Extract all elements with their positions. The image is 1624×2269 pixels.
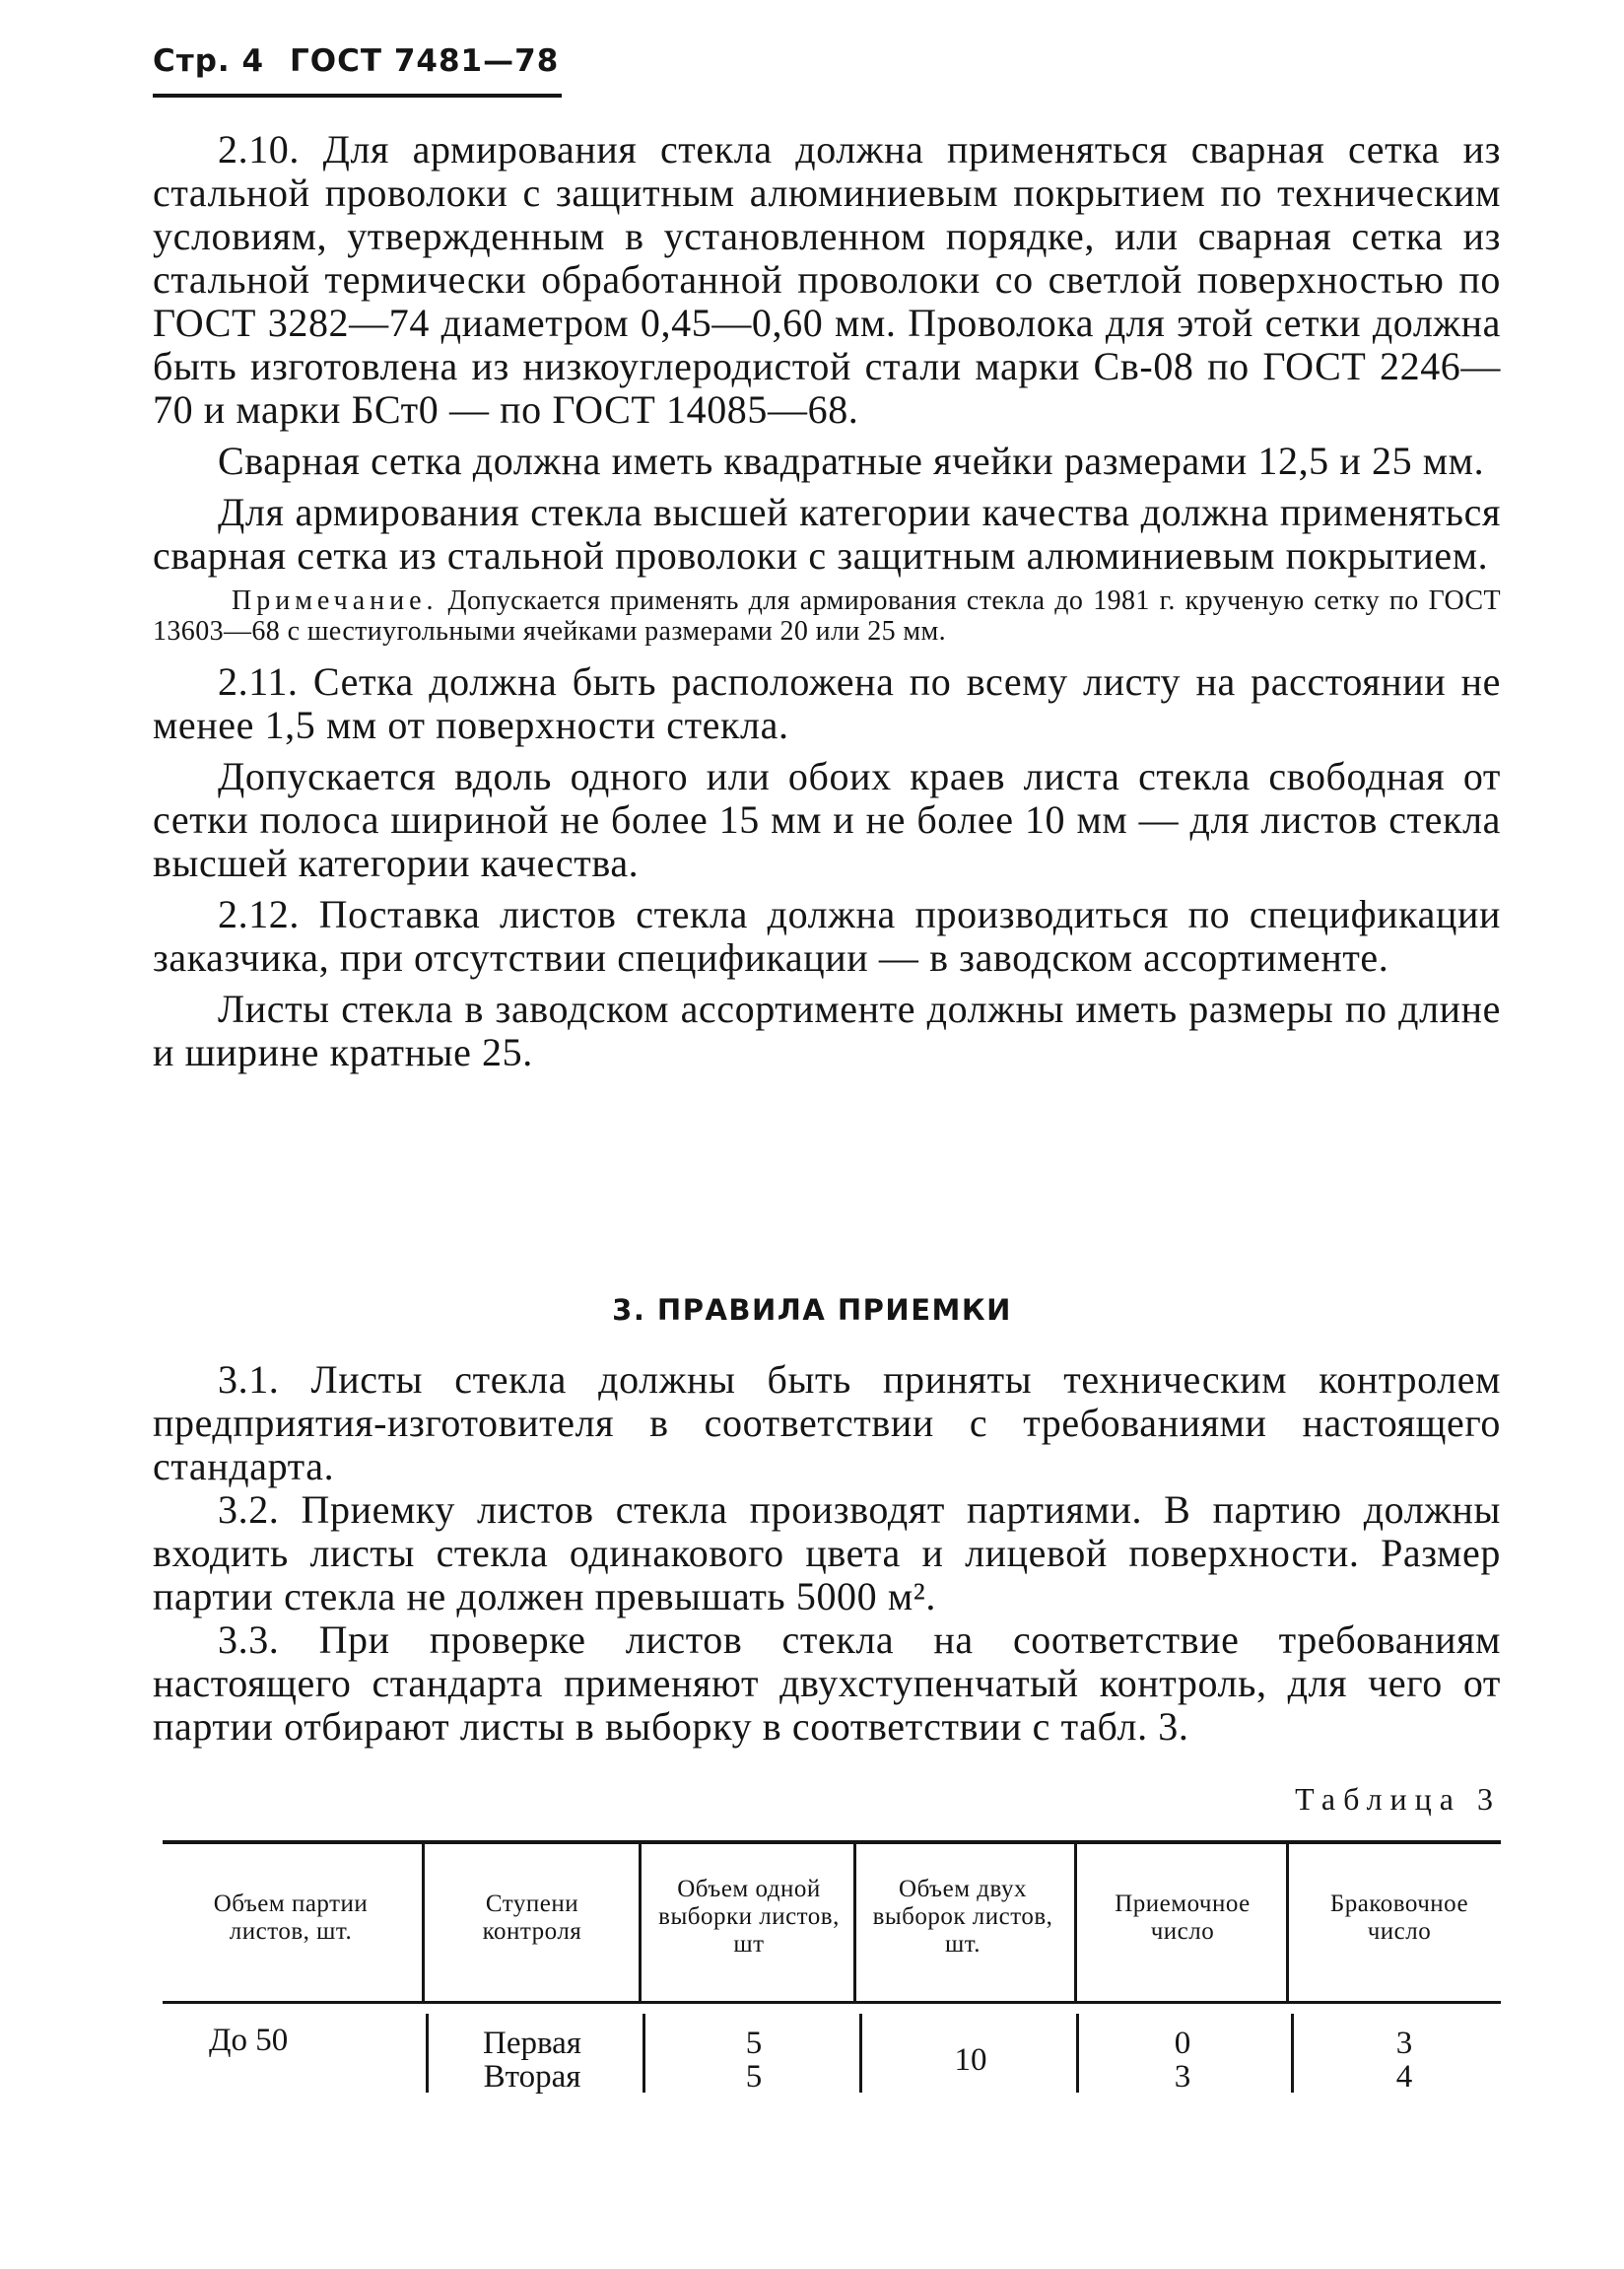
- table-cell: 4: [1395, 2059, 1413, 2095]
- table-top-rule: [163, 1840, 1501, 1844]
- table-header-cell: Объем одной выборки листов, шт: [658, 1876, 840, 1958]
- table-header-rule: [163, 2001, 1501, 2004]
- table-divider: [639, 1844, 642, 2001]
- table-divider: [422, 1844, 425, 2001]
- paragraph-2-10: 2.10. Для армирования стекла должна применяться сварная сетка из стальной проволоки с защитным алюминиевым покрытием по техническим условиям, утвержденным в установленном порядке, или сварная сетка из стальной термически обработанной проволоки со светлой поверхностью по ГОСТ 3282—74 диаметром 0,45—0,60 мм. Проволока для этой сетки должна быть изготовлена из низкоуглеродистой стали марки Св-08 по ГОСТ 2246—70 и марки БСт0 — по ГОСТ 14085—68.: [153, 127, 1501, 432]
- paragraph-free-strip: Допускается вдоль одного или обоих краев листа стекла свободная от сетки полоса шириной не более 15 мм и не более 10 мм — для листов стекла высшей категории качества.: [153, 754, 1501, 885]
- table-divider: [426, 2014, 429, 2093]
- table-header-cell: Объем двух выборок листов, шт.: [872, 1876, 1053, 1958]
- table-caption: Таблица 3: [1295, 1781, 1501, 1817]
- page-header: [153, 43, 559, 79]
- table-header-cell: Приемочное число: [1115, 1891, 1251, 1945]
- table-divider: [859, 2014, 862, 2093]
- header-rule: [153, 94, 562, 98]
- section-heading: 3. ПРАВИЛА ПРИЕМКИ: [612, 1293, 1012, 1327]
- table-cell: 0: [1174, 2026, 1191, 2061]
- note: [153, 585, 1501, 647]
- table-divider: [1074, 1844, 1077, 2001]
- paragraph-sizes: Листы стекла в заводском ассортименте должны иметь размеры по длине и ширине кратные 25.: [153, 987, 1501, 1074]
- table-cell: 5: [745, 2059, 763, 2095]
- note-text: Допускается применять для армирования стекла до 1981 г. крученую сетку по ГОСТ 13603—68 с шестиугольными ячейками размерами 20 или 25 мм.: [153, 585, 1501, 647]
- paragraph-2-12: 2.12. Поставка листов стекла должна производиться по спецификации заказчика, при отсутствии спецификации — в заводском ассортименте.: [153, 892, 1501, 980]
- paragraph-2-11: 2.11. Сетка должна быть расположена по всему листу на расстоянии не менее 1,5 мм от поверхности стекла.: [153, 659, 1501, 747]
- table-cell: Вторая: [483, 2059, 581, 2095]
- table-cell: 3: [1395, 2026, 1413, 2061]
- table-cell: До 50: [209, 2023, 289, 2058]
- table-cell: 10: [954, 2042, 987, 2078]
- body-section-3: [153, 1358, 1501, 1749]
- table-divider: [1286, 1844, 1289, 2001]
- table-header-cell: Браковочное число: [1329, 1891, 1469, 1945]
- table-cell: 5: [745, 2026, 763, 2061]
- paragraph-premium-mesh: Для армирования стекла высшей категории качества должна применяться сварная сетка из стальной проволоки с защитным алюминиевым покрытием.: [153, 490, 1501, 578]
- table-cell: Первая: [483, 2026, 581, 2061]
- note-label: Примечание.: [232, 585, 439, 616]
- paragraph-3-3: 3.3. При проверке листов стекла на соответствие требованиям настоящего стандарта применяют двухступенчатый контроль, для чего от партии отбирают листы в выборку в соответствии с табл. 3.: [153, 1617, 1501, 1749]
- table-divider: [1076, 2014, 1079, 2093]
- paragraph-3-1: 3.1. Листы стекла должны быть приняты техническим контролем предприятия-изготовителя в соответствии с требованиями настоящего стандарта.: [153, 1357, 1501, 1488]
- paragraph-mesh-cells: Сварная сетка должна иметь квадратные ячейки размерами 12,5 и 25 мм.: [218, 439, 1485, 483]
- table-divider: [853, 1844, 856, 2001]
- paragraph-3-2: 3.2. Приемку листов стекла производят партиями. В партию должны входить листы стекла одинакового цвета и лицевой поверхности. Размер партии стекла не должен превышать 5000 м².: [153, 1487, 1501, 1618]
- table-header-cell: Объем партии листов, шт.: [213, 1891, 369, 1945]
- table-divider: [1291, 2014, 1294, 2093]
- body-section-2: [153, 128, 1501, 1082]
- page-number: Стр. 4: [153, 43, 265, 79]
- table-header-cell: Ступени контроля: [482, 1891, 582, 1945]
- standard-number: ГОСТ 7481—78: [290, 43, 560, 79]
- table-cell: 3: [1174, 2059, 1191, 2095]
- table-divider: [643, 2014, 645, 2093]
